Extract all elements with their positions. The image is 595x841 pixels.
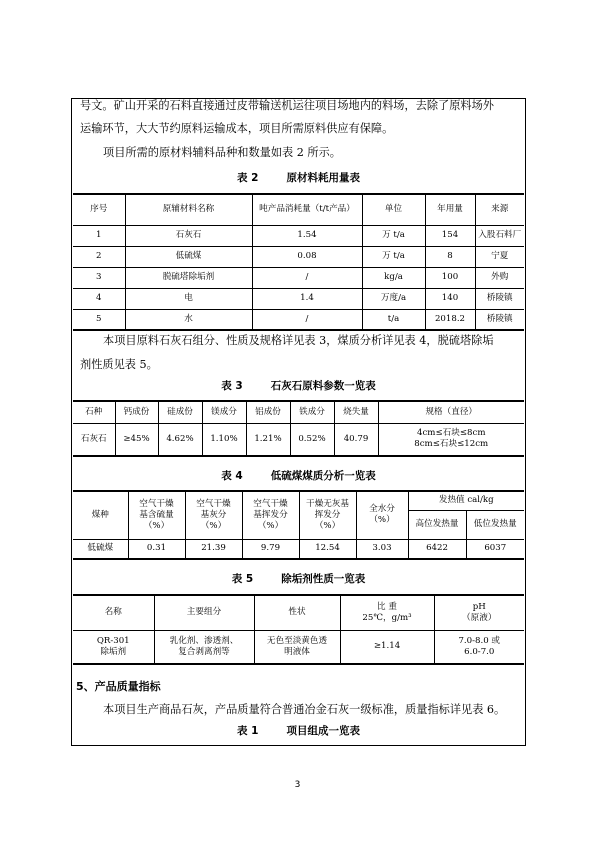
table5-cell — [254, 630, 340, 664]
table4-caption — [71, 469, 526, 483]
table2-header: 原辅材料名称 — [125, 194, 252, 225]
table1-caption-title: 项目组成一览表 — [286, 725, 360, 737]
table2-cell: 外购 — [475, 267, 524, 288]
table2-cell: 1 — [73, 225, 125, 246]
table5-cell — [434, 630, 524, 664]
table3-header: 钙成份 — [115, 401, 158, 423]
table4-header-line: 空气干燥 — [196, 498, 231, 509]
table2-cell: / — [252, 309, 362, 330]
table5-cell-line: 复合剥离剂等 — [178, 646, 230, 657]
table5-header-line: pH — [472, 601, 486, 612]
table-row — [73, 246, 524, 267]
table2-cell: 电 — [125, 288, 252, 309]
table3-header: 铁成分 — [290, 401, 334, 423]
table4-cell: 0.31 — [128, 539, 185, 559]
table4-header — [299, 491, 356, 539]
table4-header-line: 基含硫量 — [139, 509, 174, 520]
table4-header-line: 空气干燥 — [253, 498, 288, 509]
table4-cell: 6422 — [408, 539, 466, 559]
table3-header: 镁成分 — [202, 401, 246, 423]
table2-cell: 0.08 — [252, 246, 362, 267]
table4-header: 高位发热量 — [408, 510, 466, 539]
table3-caption — [71, 379, 526, 393]
table4-cell: 3.03 — [356, 539, 408, 559]
table2-cell: 入股石料厂 — [475, 225, 524, 246]
table2-caption-no: 表 2 — [237, 172, 259, 184]
table2-header: 来源 — [475, 194, 524, 225]
table2-cell: 154 — [425, 225, 475, 246]
table5-cell-line: 明液体 — [284, 646, 310, 657]
table2-cell: 140 — [425, 288, 475, 309]
mid-text-line-2: 剂性质见表 5。 — [80, 358, 158, 371]
table4-cell: 21.39 — [185, 539, 242, 559]
table2-cell: 2 — [73, 246, 125, 267]
table-row — [73, 539, 524, 559]
page-number: 3 — [294, 780, 301, 790]
table-row — [73, 288, 524, 309]
table4-header — [356, 491, 408, 539]
table4 — [73, 490, 524, 560]
table5-cell: ≥1.14 — [340, 630, 434, 664]
table2-cell: 100 — [425, 267, 475, 288]
section5-heading: 5、产品质量指标 — [76, 680, 161, 693]
table5-cell-line: 除垢剂 — [100, 646, 127, 657]
table4-header-line: 干燥无灰基 — [306, 498, 349, 509]
table3-spec-cell — [378, 423, 524, 456]
table3-cell: 1.21% — [246, 423, 290, 456]
table3-cell: ≥45% — [115, 423, 158, 456]
table4-header-line: （%） — [314, 520, 341, 531]
table2-cell: 桥陵镇 — [475, 288, 524, 309]
table2-cell: 石灰石 — [125, 225, 252, 246]
table5-header: 性状 — [254, 595, 340, 630]
table2-header: 吨产品消耗量（t/t产品） — [252, 194, 362, 225]
table4-header-line: （%） — [143, 520, 170, 531]
table5-header-line: 25℃，g/m³ — [362, 612, 412, 623]
table2-cell: t/a — [362, 309, 425, 330]
table3-cell: 4.62% — [158, 423, 202, 456]
table3-header: 硅成份 — [158, 401, 202, 423]
table2-caption-title: 原材料耗用量表 — [286, 172, 360, 184]
table4-cell: 6037 — [466, 539, 524, 559]
table-row — [73, 267, 524, 288]
table2-header: 单位 — [362, 194, 425, 225]
table5-header-line: 比 重 — [377, 601, 397, 612]
table4-caption-title: 低硫煤煤质分析一览表 — [270, 470, 376, 482]
table2-cell: 宁夏 — [475, 246, 524, 267]
table5-header — [434, 595, 524, 630]
table2-cell: kg/a — [362, 267, 425, 288]
table3 — [73, 400, 524, 457]
table-row — [73, 225, 524, 246]
table4-cell: 9.79 — [242, 539, 299, 559]
table4-header-line: 基挥发分 — [253, 509, 288, 520]
table2-cell: 1.54 — [252, 225, 362, 246]
table5-cell — [73, 630, 154, 664]
table4-header-row — [73, 491, 524, 510]
section5-text: 本项目生产商品石灰，产品质量符合普通冶金石灰一级标准，质量指标详见表 6。 — [103, 703, 506, 716]
table4-header-line: 空气干燥 — [139, 498, 174, 509]
table3-spec-line: 8cm≤石块≤12cm — [414, 439, 489, 450]
table2-cell: 万 t/a — [362, 246, 425, 267]
table3-spec-line: 4cm≤石块≤8cm — [417, 428, 486, 439]
table2-cell: 1.4 — [252, 288, 362, 309]
table5-cell-line: QR-301 — [96, 635, 130, 646]
table2-cell: 3 — [73, 267, 125, 288]
table4-header-line: （%） — [200, 520, 227, 531]
table3-header-row — [73, 401, 524, 423]
table5-caption-title: 除垢剂性质一览表 — [281, 573, 366, 585]
table3-cell: 0.52% — [290, 423, 334, 456]
table2-cell: 万度/a — [362, 288, 425, 309]
table-row — [73, 423, 524, 456]
table5-header-line: （原液） — [462, 612, 497, 623]
table2-cell: 5 — [73, 309, 125, 330]
table3-header: 石种 — [73, 401, 115, 423]
table4-cell: 12.54 — [299, 539, 356, 559]
table2-cell: 8 — [425, 246, 475, 267]
table4-header — [185, 491, 242, 539]
table3-header: 规格（直径） — [378, 401, 524, 423]
table4-header-line: 挥发分 — [314, 509, 341, 520]
table4-caption-no: 表 4 — [221, 470, 243, 482]
table4-header: 发热值 cal/kg — [408, 491, 524, 510]
table2-cell: 低硫煤 — [125, 246, 252, 267]
intro-line-3: 项目所需的原材料辅料品种和数量如表 2 所示。 — [103, 146, 341, 159]
table4-header-line: 基灰分 — [200, 509, 227, 520]
table-row — [73, 309, 524, 330]
table3-cell: 石灰石 — [73, 423, 115, 456]
table2-cell: 水 — [125, 309, 252, 330]
table-row — [73, 630, 524, 664]
table3-caption-no: 表 3 — [221, 380, 243, 392]
table2-cell: / — [252, 267, 362, 288]
intro-line-1: 号文。矿山开采的石料直接通过皮带输送机运往项目场地内的料场，去除了原料场外 — [80, 99, 494, 112]
table5-header — [340, 595, 434, 630]
table2-cell: 万 t/a — [362, 225, 425, 246]
table3-cell: 40.79 — [334, 423, 378, 456]
table4-header-line: （%） — [257, 520, 284, 531]
table2-header-row — [73, 194, 524, 225]
table2 — [73, 193, 524, 331]
table4-header — [128, 491, 185, 539]
table5-cell-line: 6.0-7.0 — [464, 646, 495, 657]
table5-cell — [154, 630, 254, 664]
table4-header: 煤种 — [73, 491, 128, 539]
table2-caption — [71, 171, 526, 185]
table2-cell: 桥陵镇 — [475, 309, 524, 330]
table2-cell: 4 — [73, 288, 125, 309]
table5-header: 名称 — [73, 595, 154, 630]
table3-header: 铝成份 — [246, 401, 290, 423]
table1-caption — [71, 724, 526, 738]
table4-header-line: （%） — [369, 515, 395, 526]
table4-header-line: 全水分 — [369, 504, 395, 515]
table5-header: 主要组分 — [154, 595, 254, 630]
table4-cell: 低硫煤 — [73, 539, 128, 559]
table2-cell: 脱硫塔除垢剂 — [125, 267, 252, 288]
table5-caption — [71, 572, 526, 586]
table4-header — [242, 491, 299, 539]
table5 — [73, 594, 524, 665]
table5-cell-line: 无色至淡黄色透 — [266, 635, 328, 646]
table5-header-row — [73, 595, 524, 630]
table5-cell-line: 乳化剂、渗透剂、 — [169, 635, 239, 646]
table3-cell: 1.10% — [202, 423, 246, 456]
mid-text-line-1: 本项目原料石灰石组分、性质及规格详见表 3，煤质分析详见表 4，脱硫塔除垢 — [103, 334, 494, 347]
table5-cell-line: 7.0-8.0 或 — [458, 635, 501, 646]
table2-header: 序号 — [73, 194, 125, 225]
table5-caption-no: 表 5 — [231, 573, 254, 585]
intro-line-2: 运输环节，大大节约原料运输成本，项目所需原料供应有保障。 — [80, 122, 394, 135]
table2-header: 年用量 — [425, 194, 475, 225]
table4-header: 低位发热量 — [466, 510, 524, 539]
table3-header: 烧失量 — [334, 401, 378, 423]
table1-caption-no: 表 1 — [237, 725, 259, 737]
table3-caption-title: 石灰石原料参数一览表 — [270, 380, 376, 392]
table2-cell: 2018.2 — [425, 309, 475, 330]
